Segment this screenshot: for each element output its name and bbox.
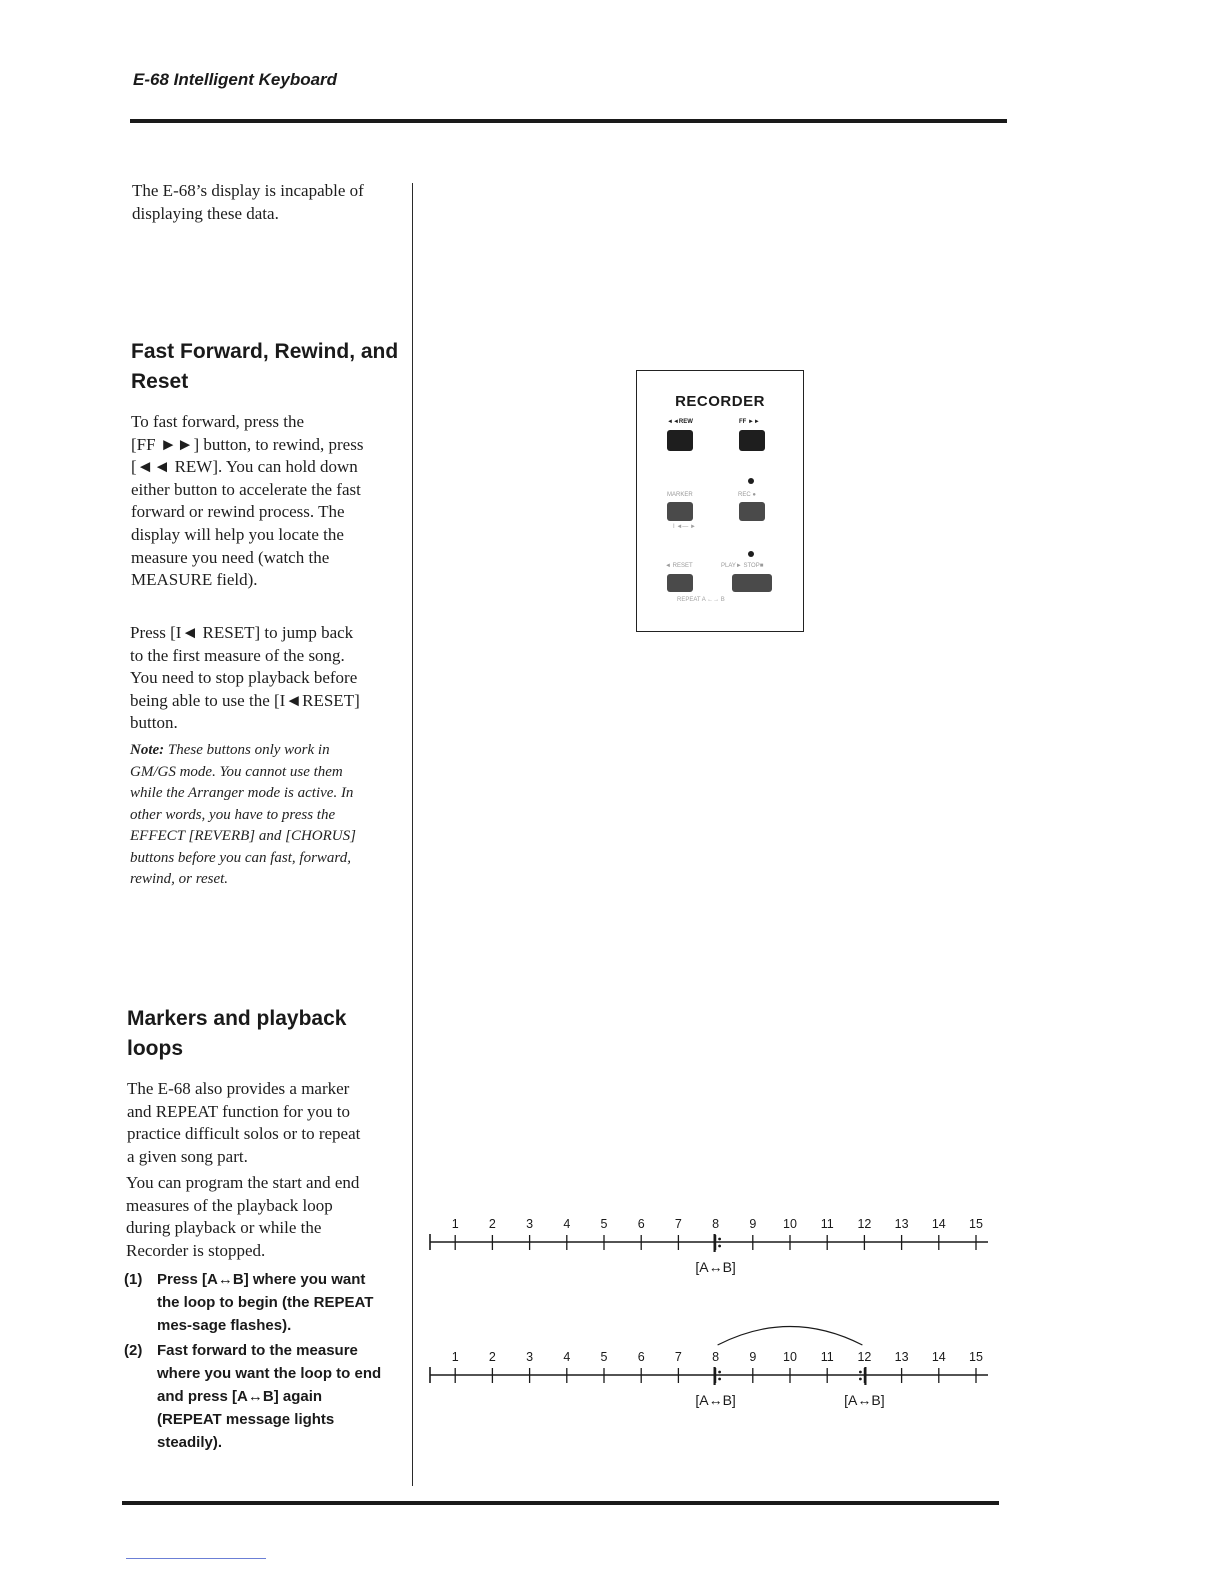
measure-label: 4 — [563, 1350, 571, 1364]
step-item — [124, 1339, 399, 1454]
measure-label: 5 — [600, 1350, 608, 1364]
step-text: Press [A↔B] where you want the loop to begin (the REPEAT mes-sage flashes). — [157, 1271, 374, 1334]
note-line: other words, you have to press the — [130, 806, 336, 823]
markers-line: a given song part. — [127, 1146, 248, 1166]
recorder-title: RECORDER — [675, 393, 765, 410]
measure-label: 9 — [749, 1350, 757, 1364]
bottom-rule — [122, 1501, 999, 1505]
ff-line: MEASURE field). — [131, 570, 258, 590]
measure-label: 14 — [931, 1350, 946, 1364]
note-line-text: These buttons only work in — [167, 742, 330, 758]
ff-line: To fast forward, press the — [131, 412, 305, 431]
measure-label: 10 — [783, 1350, 797, 1364]
note-line: EFFECT [REVERB] and [CHORUS] — [130, 828, 356, 844]
measure-label: 7 — [674, 1350, 682, 1364]
repeat-end-dot — [859, 1371, 862, 1374]
measure-label: 2 — [488, 1350, 496, 1364]
repeat-end-dot — [859, 1378, 862, 1381]
markers-line: practice difficult solos or to repeat — [127, 1124, 361, 1144]
measure-label: 11 — [820, 1217, 834, 1231]
ff-button[interactable] — [739, 430, 765, 451]
measure-label: 2 — [488, 1217, 496, 1231]
measure-label: 7 — [674, 1217, 682, 1231]
measure-label: 3 — [526, 1217, 534, 1231]
marker-label: MARKER — [667, 492, 693, 498]
loop-line: measures of the playback loop — [126, 1195, 333, 1215]
section-heading-ff-line1: Fast Forward, Rewind, and — [131, 340, 399, 363]
markers-line: and REPEAT function for you to — [127, 1101, 351, 1121]
measure-label: 9 — [749, 1217, 757, 1231]
step-number: (2) — [124, 1342, 143, 1359]
play-led-icon — [748, 551, 754, 557]
measure-label: 3 — [526, 1350, 534, 1364]
marker-sub-label: I ◄— ► — [673, 524, 696, 530]
section-heading-markers — [127, 1004, 402, 1064]
recorder-panel — [636, 370, 804, 632]
measure-label: 10 — [783, 1217, 797, 1231]
measure-label: 12 — [857, 1350, 872, 1364]
markers-paragraph — [127, 1078, 402, 1168]
ff-line: [◄◄ REW]. You can hold down — [131, 457, 358, 477]
section-heading-markers-line1: Markers and playback — [127, 1007, 347, 1030]
loop-start-label: [A↔B] — [695, 1259, 736, 1275]
column-divider — [412, 183, 413, 1486]
repeat-start-dot — [718, 1238, 721, 1241]
repeat-start-dot — [718, 1245, 721, 1248]
repeat-label: REPEAT A ←→ B — [677, 597, 725, 603]
step-item — [124, 1268, 399, 1337]
note-line — [130, 740, 405, 762]
note-line: GM/GS mode. You cannot use them — [130, 763, 343, 780]
measure-label: 14 — [931, 1217, 946, 1231]
ff-line: either button to accelerate the fast — [131, 479, 361, 499]
loop-line: You can program the start and end — [126, 1173, 360, 1192]
measure-label: 1 — [451, 1217, 459, 1231]
section-heading-ff-line2: Reset — [131, 370, 189, 393]
ff-line: [FF ►►] button, to rewind, press — [131, 434, 364, 454]
measure-label: 8 — [712, 1350, 720, 1364]
reset-line: Press [I◄ RESET] to jump back — [130, 623, 354, 642]
play-stop-label: PLAY► STOP■ — [721, 563, 764, 569]
measure-label: 1 — [451, 1350, 459, 1364]
play-stop-button[interactable] — [732, 574, 772, 592]
measure-label: 12 — [857, 1217, 872, 1231]
rec-led-icon — [748, 478, 754, 484]
note-line: while the Arranger mode is active. In — [130, 785, 354, 801]
note-line: rewind, or reset. — [130, 871, 229, 887]
footnote-rule — [126, 1558, 266, 1559]
running-head: E-68 Intelligent Keyboard — [133, 70, 338, 89]
reset-line: You need to stop playback before — [130, 668, 358, 688]
reset-line: being able to use the [I◄RESET] — [130, 690, 360, 710]
measure-label: 8 — [712, 1217, 720, 1231]
ff-line: forward or rewind process. The — [131, 502, 345, 522]
rew-label: ◄◄REW — [667, 419, 693, 425]
ff-line: display will help you locate the — [131, 524, 344, 544]
reset-line: to the first measure of the song. — [130, 645, 345, 665]
rec-label: REC ● — [738, 492, 756, 498]
loop-start-label: [A↔B] — [695, 1392, 736, 1408]
measure-label: 15 — [969, 1217, 983, 1231]
ff-label: FF ►► — [739, 419, 760, 425]
measure-timelines — [420, 1200, 1020, 1430]
top-rule — [130, 119, 1007, 123]
loop-line: Recorder is stopped. — [126, 1240, 266, 1260]
loop-arc — [718, 1327, 863, 1346]
repeat-start-dot — [718, 1371, 721, 1374]
ff-paragraph — [131, 411, 406, 592]
measure-label: 4 — [563, 1217, 571, 1231]
note-block — [130, 740, 405, 891]
marker-button[interactable] — [667, 502, 693, 521]
rew-button[interactable] — [667, 430, 693, 451]
note-label: Note: — [130, 742, 165, 758]
markers-line: The E-68 also provides a marker — [127, 1079, 350, 1098]
loop-end-label: [A↔B] — [844, 1392, 885, 1408]
repeat-start-dot — [718, 1378, 721, 1381]
measure-label: 11 — [820, 1350, 834, 1364]
measure-label: 15 — [969, 1350, 983, 1364]
loop-line: during playback or while the — [126, 1218, 322, 1238]
measure-label: 13 — [894, 1350, 909, 1364]
reset-paragraph — [130, 622, 405, 735]
section-heading-markers-line2: loops — [127, 1037, 183, 1060]
loop-paragraph — [126, 1172, 401, 1262]
ff-line: measure you need (watch the — [131, 547, 330, 567]
step-text: Fast forward to the measure where you want the loop to end and press [A↔B] again (REPEAT message lights steadily). — [157, 1342, 382, 1451]
step-list — [124, 1268, 399, 1456]
reset-label: ◄ RESET — [665, 563, 693, 569]
intro-paragraph: The E-68’s display is incapable of displaying these data. — [132, 181, 364, 223]
step-number: (1) — [124, 1271, 143, 1288]
measure-label: 13 — [894, 1217, 909, 1231]
reset-button[interactable] — [667, 574, 693, 592]
rec-button[interactable] — [739, 502, 765, 521]
reset-line: button. — [130, 713, 178, 733]
measure-label: 6 — [637, 1350, 645, 1364]
measure-label: 5 — [600, 1217, 608, 1231]
measure-label: 6 — [637, 1217, 645, 1231]
section-heading-ff — [131, 337, 406, 397]
note-line: buttons before you can fast, forward, — [130, 849, 351, 866]
